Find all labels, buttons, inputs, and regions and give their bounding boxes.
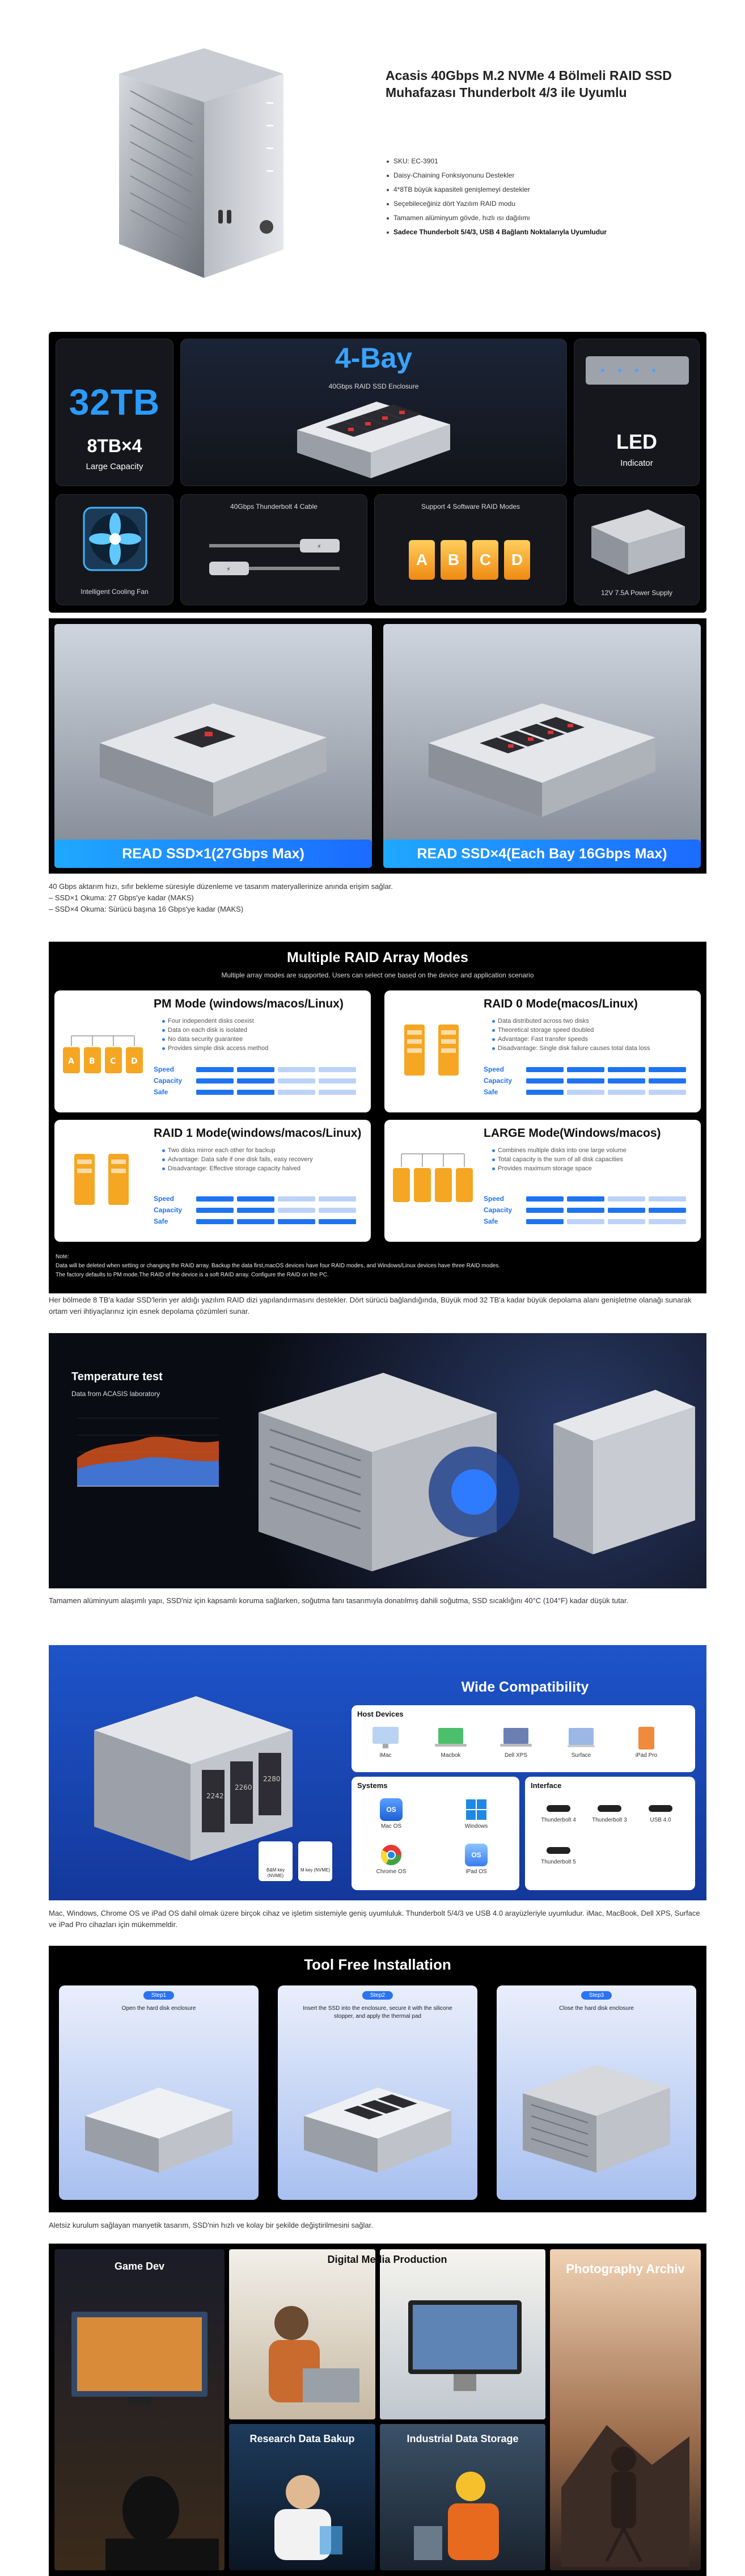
step-badge: Step2 xyxy=(362,1991,393,2000)
metric-bar-speed xyxy=(196,1067,234,1072)
metric-bar-safe xyxy=(278,1219,315,1224)
raid-note xyxy=(56,1253,702,1280)
raid-letter-group xyxy=(409,540,534,585)
metric-bar-capacity xyxy=(608,1078,645,1083)
thunderbolt-cable-icon xyxy=(198,523,351,591)
cable-cell xyxy=(180,494,367,605)
led-sub: Indicator xyxy=(620,458,653,468)
tile-photography xyxy=(550,2249,701,2570)
windows-icon xyxy=(465,1798,488,1821)
step-text: Open the hard disk enclosure xyxy=(121,2005,196,2012)
step3-illustration xyxy=(511,2048,681,2184)
person-laptop-illustration xyxy=(240,2295,365,2414)
metric-bar-speed xyxy=(237,1196,274,1201)
feature-bullet-list xyxy=(386,154,726,239)
metric-bar-safe xyxy=(526,1219,564,1224)
svg-text:C: C xyxy=(110,1057,116,1066)
bullet-item: 4*8TB büyük kapasiteli genişlemeyi destekler xyxy=(386,183,726,197)
metric-bar-capacity xyxy=(526,1208,564,1213)
metric-bar-capacity xyxy=(649,1208,686,1213)
tile-title: Research Data Bakup xyxy=(249,2433,355,2444)
scientist-illustration xyxy=(252,2464,354,2560)
step-card-1 xyxy=(59,1985,259,2200)
system-label: Windows xyxy=(464,1823,488,1829)
usb-c-port-icon xyxy=(595,1802,624,1815)
raid-point: Advantage: Fast transfer speeds xyxy=(492,1035,650,1044)
raid-modes-banner xyxy=(49,942,706,1293)
metric-bar-speed xyxy=(319,1196,356,1201)
gamer-silhouette xyxy=(54,2465,225,2570)
metric-bar-safe xyxy=(278,1090,315,1095)
metric-bar-speed xyxy=(567,1067,604,1072)
enclosure-quad-ssd xyxy=(417,675,667,823)
raid-point: Disadvantage: Single disk failure causes total data loss xyxy=(492,1044,650,1053)
bullet-item: SKU: EC-3901 xyxy=(386,154,726,168)
interface-label: Thunderbolt 3 xyxy=(592,1817,627,1823)
metric-capacity-label: Capacity xyxy=(484,1206,513,1214)
raid-letter-c: C xyxy=(472,540,498,580)
read-quad-label: READ SSD×4(Each Bay 16Gbps Max) xyxy=(383,840,701,868)
host-devices-box xyxy=(352,1705,695,1772)
photographer-illustration xyxy=(561,2374,689,2567)
raid-heading: Multiple RAID Array Modes xyxy=(287,950,468,966)
host-label: iMac xyxy=(379,1752,392,1759)
bullet-item: Daisy-Chaining Fonksiyonunu Destekler xyxy=(386,168,726,183)
raid-point: Advantage: Data safe if one disk fails, easy recovery xyxy=(162,1155,313,1164)
raid-point: Two disks mirror each other for backup xyxy=(162,1146,313,1155)
interface-usb4 xyxy=(635,1802,686,1823)
metric-bar-capacity xyxy=(567,1208,604,1213)
raid-card-large xyxy=(384,1120,701,1242)
metric-bar-speed xyxy=(567,1196,604,1201)
bay-sub: 40Gbps RAID SSD Enclosure xyxy=(328,382,419,390)
raid-title: RAID 0 Mode(macos/Linux) xyxy=(484,997,638,1010)
led-title: LED xyxy=(616,430,657,453)
laptop-icon xyxy=(499,1726,533,1751)
metric-safe-label: Safe xyxy=(484,1217,498,1225)
monitor-illustration xyxy=(403,2295,527,2408)
raid-pm-diagram-icon xyxy=(60,1013,145,1081)
raid-note-line: The factory defaults to PM mode.The RAID of the device is a soft RAID array. Configure the RAID on the PC. xyxy=(56,1272,329,1278)
metric-bar-capacity xyxy=(237,1078,274,1083)
fan-label: Intelligent Cooling Fan xyxy=(81,588,149,596)
host-dell-xps xyxy=(493,1726,539,1759)
svg-text:B: B xyxy=(89,1057,95,1066)
temperature-banner xyxy=(49,1333,706,1588)
enclosure-back-illustration xyxy=(586,504,689,577)
compat-caption: Mac, Windows, Chrome OS ve iPad OS dahil olmak üzere birçok cihaz ve işletim sistemiyle geniş uyumluluk. Thunderbolt 5/4/3 ve USB 4.0 arayüzleriyle uyumludur. iMac, MacBook, Dell XPS, Surface ve iPad Pro cihazları için mükemmeldir. xyxy=(49,1909,700,1929)
metric-bar-speed xyxy=(278,1196,315,1201)
metric-bar-speed xyxy=(608,1067,645,1072)
raid-point: Total capacity is the sum of all disk capacities xyxy=(492,1155,627,1164)
tablet-laptop-icon xyxy=(564,1726,598,1751)
raid-point: No data security guarantee xyxy=(162,1035,268,1044)
raid-points xyxy=(162,1146,313,1173)
raid-point: Data distributed across two disks xyxy=(492,1017,650,1026)
tile-title: Photography Archiv xyxy=(566,2262,685,2276)
metric-bar-capacity xyxy=(196,1208,234,1213)
raid0-diagram-icon xyxy=(390,1007,475,1087)
macos-icon: OS xyxy=(380,1798,403,1821)
raid-points xyxy=(162,1017,268,1053)
tile-media-left xyxy=(229,2249,375,2419)
quad-ssd-photo xyxy=(383,624,701,868)
read-speed-banner xyxy=(49,618,706,874)
svg-text:⚡: ⚡ xyxy=(226,566,231,573)
imac-icon xyxy=(371,1726,400,1751)
svg-text:D: D xyxy=(131,1057,138,1066)
cable-label: 40Gbps Thunderbolt 4 Cable xyxy=(230,503,318,511)
macbook-icon xyxy=(434,1726,468,1751)
system-label: Chrome OS xyxy=(376,1869,407,1875)
step-card-2 xyxy=(278,1985,477,2200)
raid-point: Provides maximum storage space xyxy=(492,1164,627,1173)
metric-bar-capacity xyxy=(278,1208,315,1213)
metric-bar-speed xyxy=(319,1067,356,1072)
ssd-size-2280: 2280 xyxy=(263,1775,281,1783)
system-windows xyxy=(454,1798,499,1829)
raid-point: Combines multiple disks into one large volume xyxy=(492,1146,627,1155)
metric-bar-safe xyxy=(196,1090,234,1095)
large-mode-diagram-icon xyxy=(390,1137,475,1216)
temperature-sub: Data from ACASIS laboratory xyxy=(71,1390,160,1398)
system-ipados xyxy=(454,1844,499,1875)
interface-title: Interface xyxy=(531,1781,562,1790)
metric-bar-speed xyxy=(237,1067,274,1072)
read-caption-line: 40 Gbps aktarım hızı, sıfır bekleme süresiyle düzenleme ve tasarım materyallerinize anında erişim sağlar. xyxy=(49,882,393,891)
compat-heading: Wide Compatibility xyxy=(461,1679,589,1695)
metric-speed-label: Speed xyxy=(484,1065,505,1073)
metric-speed-label: Speed xyxy=(154,1195,175,1203)
temperature-chart xyxy=(66,1407,225,1503)
capacity-value: 32TB xyxy=(69,382,160,423)
disks-sub: Large Capacity xyxy=(86,462,143,471)
metric-bar-speed xyxy=(608,1196,645,1201)
tile-title: Game Dev xyxy=(114,2261,165,2272)
host-label: Surface xyxy=(571,1752,591,1759)
raid-caption: Her bölmede 8 TB'a kadar SSD'lerin yer aldığı yazılım RAID dizi yapılandırmasını destekler. Dört sürücü bağlandığında, Büyük mod 32 TB'a kadar büyük depolama alanı genişletme olanağı sunarak ortam veri ihtiyaçlarınız için esnek depolama çözümleri sunar. xyxy=(49,1296,692,1316)
raid-support-label: Support 4 Software RAID Modes xyxy=(421,503,520,511)
single-ssd-photo xyxy=(54,624,372,868)
led-strip-illustration xyxy=(586,351,689,390)
metric-bar-speed xyxy=(649,1196,686,1201)
metric-capacity-label: Capacity xyxy=(484,1077,513,1085)
power-label: 12V 7.5A Power Supply xyxy=(600,589,673,597)
tile-media-title: Digital Media Production xyxy=(327,2254,447,2265)
led-cell xyxy=(574,339,700,486)
read-single-label: READ SSD×1(27Gbps Max) xyxy=(54,840,372,868)
tile-title: Industrial Data Storage xyxy=(407,2433,519,2444)
system-macos xyxy=(369,1798,414,1829)
raid-point: Four independent disks coexist xyxy=(162,1017,268,1026)
metric-bar-safe xyxy=(237,1090,274,1095)
raid-note-line: Data will be deleted when setting or changing the RAID array. Backup the data first,macOS devices have four RAID modes, and Windows/Linux devices have three RAID modes. xyxy=(56,1263,501,1269)
host-label: iPad Pro xyxy=(635,1752,658,1759)
raid-subheading: Multiple array modes are supported. Users can select one based on the device and application scenario xyxy=(221,971,534,979)
metric-bar-safe xyxy=(237,1219,274,1224)
system-label: Mac OS xyxy=(380,1823,402,1829)
ssd-type-bm-key: B&M key (NVME) xyxy=(259,1841,293,1881)
metric-bar-safe xyxy=(649,1219,686,1224)
raid-support-cell xyxy=(374,494,567,605)
bullet-item: Tamamen alüminyum gövde, hızlı ısı dağılımı xyxy=(386,211,726,225)
raid-card-raid0 xyxy=(384,990,701,1112)
host-imac xyxy=(363,1726,408,1759)
metric-bar-speed xyxy=(196,1196,234,1201)
metric-bar-safe xyxy=(649,1090,686,1095)
interface-label: Thunderbolt 4 xyxy=(541,1817,576,1823)
tile-industrial xyxy=(380,2424,545,2570)
capacity-cell xyxy=(56,339,173,486)
read-caption-line: – SSD×4 Okuma: Sürücü başına 16 Gbps'ye kadar (MAKS) xyxy=(49,905,244,913)
metric-bar-safe xyxy=(319,1219,356,1224)
installation-banner xyxy=(49,1946,706,2212)
bullet-item-compatibility: Sadece Thunderbolt 5/4/3, USB 4 Bağlantı Noktalarıyla Uyumludur xyxy=(386,225,726,239)
metric-bar-safe xyxy=(567,1090,604,1095)
raid-points xyxy=(492,1146,627,1173)
system-label: iPad OS xyxy=(465,1869,487,1875)
tile-research xyxy=(229,2424,375,2570)
scenario-banner xyxy=(49,2244,706,2576)
interface-box xyxy=(525,1777,695,1890)
host-surface xyxy=(558,1726,604,1759)
ipados-icon: OS xyxy=(465,1844,488,1866)
raid-point: Disadvantage: Effective storage capacity halved xyxy=(162,1164,313,1173)
host-devices-title: Host Devices xyxy=(357,1710,404,1718)
compatibility-banner xyxy=(49,1645,706,1900)
metric-safe-label: Safe xyxy=(484,1088,498,1096)
raid-card-raid1 xyxy=(54,1120,371,1242)
read-caption xyxy=(49,881,706,915)
raid-point: Theoretical storage speed doubled xyxy=(492,1026,650,1035)
host-ipad-pro xyxy=(624,1726,669,1759)
host-label: Macbok xyxy=(441,1752,461,1759)
usb-c-port-icon xyxy=(544,1802,573,1815)
metric-bar-capacity xyxy=(608,1208,645,1213)
host-macbook xyxy=(428,1726,473,1759)
game-screen-illustration xyxy=(71,2312,208,2408)
raid-card-pm xyxy=(54,990,371,1112)
bullet-item: Seçebileceğiniz dört Yazılım RAID modu xyxy=(386,197,726,211)
raid-title: RAID 1 Mode(windows/macos/Linux) xyxy=(154,1127,362,1140)
metric-bar-speed xyxy=(526,1196,564,1201)
raid-letter-a: A xyxy=(409,540,435,580)
metric-safe-label: Safe xyxy=(154,1217,168,1225)
ssd-type-m-key: M key (NVME) xyxy=(298,1841,332,1881)
worker-illustration xyxy=(403,2464,527,2566)
usb-c-port-icon xyxy=(646,1802,675,1815)
interface-tb4 xyxy=(533,1802,584,1823)
enclosure-cooling-illustration xyxy=(236,1344,701,1583)
metric-bar-capacity xyxy=(319,1078,356,1083)
raid-note-title: Note: xyxy=(56,1254,69,1260)
raid-point: Provides simple disk access method xyxy=(162,1044,268,1053)
raid-title: LARGE Mode(Windows/macos) xyxy=(484,1127,661,1140)
power-cell xyxy=(574,494,700,605)
metric-bar-capacity xyxy=(196,1078,234,1083)
product-image xyxy=(108,40,329,284)
product-title: Acasis 40Gbps M.2 NVMe 4 Bölmeli RAID SSD Muhafazası Thunderbolt 4/3 ile Uyumlu xyxy=(386,68,672,100)
raid-title: PM Mode (windows/macos/Linux) xyxy=(154,997,344,1010)
ipad-icon xyxy=(635,1726,658,1751)
tile-game-dev xyxy=(54,2249,225,2570)
metric-bar-safe xyxy=(567,1219,604,1224)
metric-bar-capacity xyxy=(567,1078,604,1083)
systems-box xyxy=(352,1777,519,1890)
metric-bar-speed xyxy=(278,1067,315,1072)
install-caption: Aletsiz kurulum sağlayan manyetik tasarım, SSD'nin hızlı ve kolay bir şekilde değiştirilmesini sağlar. xyxy=(49,2221,373,2229)
metric-bar-capacity xyxy=(237,1208,274,1213)
raid-point: Data on each disk is isolated xyxy=(162,1026,268,1035)
install-heading: Tool Free Installation xyxy=(304,1956,451,1973)
step1-illustration xyxy=(74,2054,244,2184)
fan-icon xyxy=(81,505,149,573)
feature-grid-banner xyxy=(49,332,706,613)
system-chromeos xyxy=(369,1844,414,1875)
host-label: Dell XPS xyxy=(504,1752,527,1759)
interface-label: USB 4.0 xyxy=(650,1817,671,1823)
step-badge: Step3 xyxy=(581,1991,612,2000)
step2-illustration xyxy=(293,2054,463,2184)
step-text: Close the hard disk enclosure xyxy=(559,2005,634,2012)
metric-bar-safe xyxy=(526,1090,564,1095)
metric-speed-label: Speed xyxy=(154,1065,175,1073)
temperature-title: Temperature test xyxy=(71,1371,163,1383)
enclosure-single-ssd xyxy=(88,675,338,823)
bay-title: 4-Bay xyxy=(335,342,413,374)
metric-bar-safe xyxy=(608,1219,645,1224)
metric-bar-capacity xyxy=(278,1078,315,1083)
ssd-size-2260: 2260 xyxy=(235,1784,252,1791)
metric-capacity-label: Capacity xyxy=(154,1077,183,1085)
svg-text:⚡: ⚡ xyxy=(317,543,321,550)
chrome-icon xyxy=(380,1844,403,1866)
step-text: Insert the SSD into the enclosure, secure it with the silicone stopper, and apply the thermal pad xyxy=(303,2005,452,2020)
metric-safe-label: Safe xyxy=(154,1088,168,1096)
disks-value: 8TB×4 xyxy=(87,436,142,456)
raid-letter-d: D xyxy=(504,540,530,580)
interface-label: Thunderbolt 5 xyxy=(541,1859,576,1865)
metric-bar-speed xyxy=(526,1067,564,1072)
fan-cell xyxy=(56,494,173,605)
enclosure-open-illustration xyxy=(291,396,456,481)
step-badge: Step1 xyxy=(143,1991,174,2000)
metric-capacity-label: Capacity xyxy=(154,1206,183,1214)
usb-c-port-icon xyxy=(544,1844,573,1857)
bay-cell xyxy=(180,339,567,486)
tile-media-right xyxy=(380,2249,545,2419)
ssd-size-2242: 2242 xyxy=(206,1792,224,1800)
raid-letter-b: B xyxy=(441,540,467,580)
metric-bar-safe xyxy=(608,1090,645,1095)
metric-bar-safe xyxy=(319,1090,356,1095)
read-caption-line: – SSD×1 Okuma: 27 Gbps'ye kadar (MAKS) xyxy=(49,893,194,902)
temperature-caption: Tamamen alüminyum alaşımlı yapı, SSD'niz için kapsamlı koruma sağlarken, soğutma fanı tasarımıyla donatılmış dahili soğutma, SSD sıcaklığını 40°C (104°F) kadar düşük tutar. xyxy=(49,1596,629,1605)
metric-bar-safe xyxy=(196,1219,234,1224)
systems-title: Systems xyxy=(357,1781,388,1790)
raid-points xyxy=(492,1017,650,1053)
metric-bar-speed xyxy=(649,1067,686,1072)
metric-speed-label: Speed xyxy=(484,1195,505,1203)
step-card-3 xyxy=(497,1985,696,2200)
interface-tb5 xyxy=(533,1844,584,1865)
raid1-diagram-icon xyxy=(60,1137,145,1216)
interface-tb3 xyxy=(584,1802,635,1823)
metric-bar-capacity xyxy=(319,1208,356,1213)
metric-bar-capacity xyxy=(649,1078,686,1083)
metric-bar-capacity xyxy=(526,1078,564,1083)
svg-text:A: A xyxy=(68,1057,74,1066)
